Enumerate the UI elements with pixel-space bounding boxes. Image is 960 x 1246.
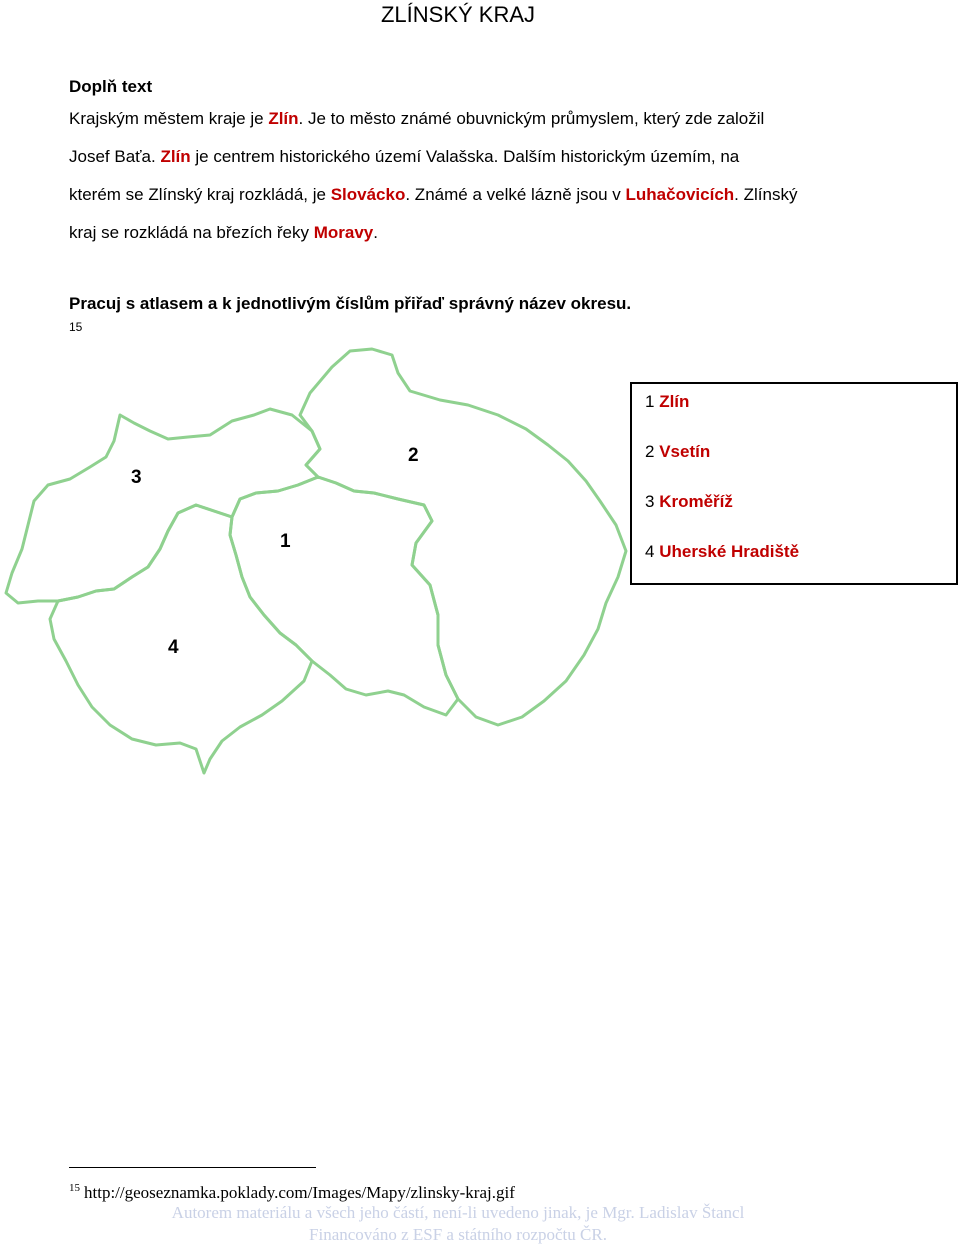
paragraph-line [69, 100, 850, 138]
legend-number: 4 [645, 542, 655, 561]
paragraph-text: je centrem historického území Valašska. Dalším historickým územím, na [190, 147, 740, 166]
district-3-border [6, 409, 320, 603]
footnote-number: 15 [69, 1182, 80, 1194]
footnote-separator [69, 1167, 316, 1168]
region-map [0, 345, 630, 775]
legend-number: 2 [645, 442, 655, 461]
author-credit: Autorem materiálu a všech jeho částí, není-li uvedeno jinak, je Mgr. Ladislav Štancl [171, 1203, 745, 1222]
paragraph-line [69, 214, 850, 252]
legend-item [645, 392, 956, 442]
filled-answer: Zlín [268, 109, 299, 128]
page-title: ZLÍNSKÝ KRAJ [380, 2, 536, 27]
map-svg [0, 345, 630, 775]
legend-number: 1 [645, 392, 655, 411]
legend-district-name: Vsetín [659, 442, 711, 461]
district-2-border [300, 349, 626, 725]
paragraph-text: Josef Baťa. [69, 147, 161, 166]
filled-answer: Zlín [160, 147, 191, 166]
footnote [69, 1178, 515, 1203]
legend-item [645, 442, 956, 492]
legend-district-name: Uherské Hradiště [659, 542, 800, 561]
task-heading: Pracuj s atlasem a k jednotlivým číslům přiřaď správný název okresu. [69, 294, 632, 313]
paragraph-text: . Zlínský [734, 185, 798, 204]
paragraph-text: . Je to město známé obuvnickým průmyslem, který zde založil [298, 109, 765, 128]
footnote-url: http://geoseznamka.poklady.com/Images/Mapy/zlinsky-kraj.gif [84, 1183, 515, 1202]
legend-district-name: Kroměříž [659, 492, 733, 511]
legend-district-name: Zlín [659, 392, 690, 411]
filled-answer: Moravy [313, 223, 374, 242]
legend-number: 3 [645, 492, 655, 511]
paragraph-text: . [373, 223, 378, 242]
district-legend [630, 382, 958, 585]
fill-in-paragraph [69, 100, 850, 252]
map-label-1: 1 [280, 531, 291, 552]
section-heading: Doplň text [69, 77, 153, 96]
filled-answer: Luhačovicích [625, 185, 735, 204]
district-4-border [50, 505, 312, 773]
legend-item [645, 492, 956, 542]
map-label-4: 4 [168, 637, 179, 658]
paragraph-text: kterém se Zlínský kraj rozkládá, je [69, 185, 331, 204]
paragraph-text: . Známé a velké lázně jsou v [405, 185, 626, 204]
footnote-reference: 15 [69, 320, 83, 334]
paragraph-line [69, 176, 850, 214]
district-1-border [230, 477, 458, 715]
legend-item [645, 542, 956, 592]
paragraph-line [69, 138, 850, 176]
map-label-3: 3 [131, 467, 142, 488]
map-label-2: 2 [408, 445, 419, 466]
funding-credit: Financováno z ESF a státního rozpočtu ČR. [309, 1225, 607, 1244]
paragraph-text: Krajským městem kraje je [69, 109, 269, 128]
filled-answer: Slovácko [330, 185, 406, 204]
paragraph-text: kraj se rozkládá na březích řeky [69, 223, 314, 242]
